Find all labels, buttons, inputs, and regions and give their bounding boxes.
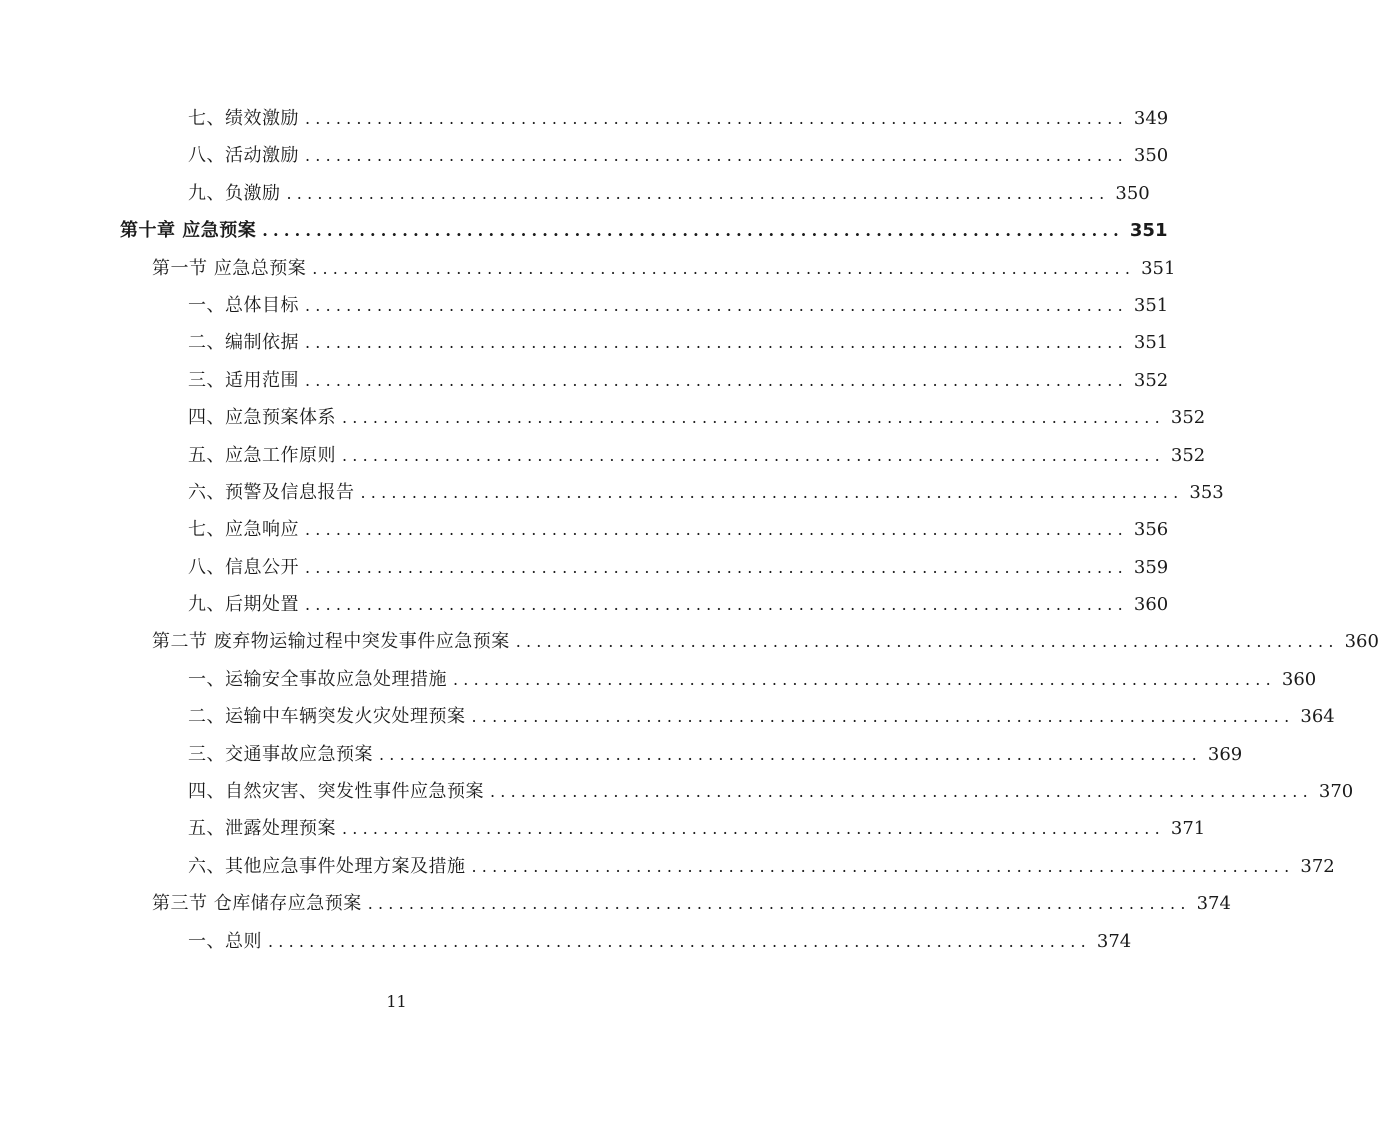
toc-entry[interactable] <box>0 586 1169 623</box>
toc-entry-title: 一、总则 <box>188 930 262 952</box>
page-number: 11 <box>386 992 407 1011</box>
toc-entry[interactable] <box>0 549 1169 586</box>
toc-entry[interactable] <box>0 100 1169 137</box>
toc-dot-leader: ................................................................................ <box>268 931 1091 951</box>
toc-entry[interactable] <box>0 474 1224 511</box>
toc-entry-title: 七、绩效激励 <box>188 108 299 129</box>
toc-entry-page: 372 <box>1300 855 1335 877</box>
toc-dot-leader: ................................................................................ <box>342 408 1165 428</box>
toc-dot-leader: ................................................................................ <box>342 819 1165 839</box>
toc-dot-leader: ................................................................................ <box>342 445 1165 465</box>
toc-entry-page: 349 <box>1133 108 1169 129</box>
toc-entry-title: 四、自然灾害、突发性事件应急预案 <box>188 781 484 803</box>
toc-entry[interactable] <box>0 623 1379 660</box>
toc-entry-title: 第二节 废弃物运输过程中突发事件应急预案 <box>152 631 510 653</box>
toc-entry-page: 351 <box>1141 257 1176 279</box>
toc-entry-page: 374 <box>1196 893 1231 915</box>
toc-entry-title: 五、应急工作原则 <box>188 444 336 466</box>
toc-entry[interactable] <box>0 250 1176 287</box>
toc-entry-page: 364 <box>1300 706 1335 728</box>
toc-dot-leader: ................................................................................ <box>367 894 1191 914</box>
toc-entry-title: 七、应急响应 <box>188 519 299 541</box>
toc-entry-page: 351 <box>1129 220 1168 242</box>
toc-entry-title: 八、信息公开 <box>188 556 299 578</box>
toc-entry-page: 350 <box>1115 182 1150 204</box>
toc-entry[interactable] <box>0 736 1243 773</box>
toc-dot-leader: ................................................................................ <box>471 707 1295 727</box>
toc-entry[interactable] <box>0 661 1317 698</box>
toc-entry-title: 五、泄露处理预案 <box>188 818 336 840</box>
toc-entry[interactable] <box>0 324 1169 361</box>
toc-entry-title: 三、适用范围 <box>188 369 299 391</box>
toc-dot-leader: ................................................................................ <box>305 595 1128 615</box>
toc-entry[interactable] <box>0 885 1231 922</box>
toc-dot-leader: ................................................................................ <box>305 370 1128 390</box>
toc-entry-page: 356 <box>1133 519 1169 541</box>
toc-entry-title: 一、总体目标 <box>188 294 299 316</box>
toc-entry[interactable] <box>0 511 1169 548</box>
toc-dot-leader: ................................................................................ <box>379 744 1202 764</box>
toc-dot-leader: ................................................................................ <box>305 333 1128 353</box>
toc-entry-title: 二、运输中车辆突发火灾处理预案 <box>188 706 466 728</box>
toc-dot-leader: ................................................................................ <box>453 669 1276 689</box>
toc-entry-page: 360 <box>1133 594 1169 616</box>
toc-dot-leader: ................................................................................ <box>305 557 1128 577</box>
toc-entry[interactable] <box>0 923 1132 960</box>
toc-entry-title: 八、活动激励 <box>188 145 299 167</box>
toc-entry[interactable] <box>0 773 1354 810</box>
toc-entry[interactable] <box>0 362 1169 399</box>
toc-entry[interactable] <box>0 437 1206 474</box>
toc-entry-page: 351 <box>1133 332 1169 354</box>
toc-entry-page: 353 <box>1189 481 1224 503</box>
toc-dot-leader: ................................................................................ <box>262 221 1124 241</box>
toc-entry-page: 370 <box>1318 781 1354 803</box>
toc-entry-page: 351 <box>1133 294 1169 316</box>
toc-dot-leader: ................................................................................ <box>305 109 1128 128</box>
toc-entry-title: 第十章 应急预案 <box>120 220 257 242</box>
toc-entry-page: 360 <box>1281 668 1317 690</box>
toc-entry-page: 369 <box>1207 743 1243 765</box>
toc-entry-page: 359 <box>1133 556 1169 578</box>
toc-dot-leader: ................................................................................ <box>305 295 1128 315</box>
toc-entry[interactable] <box>0 698 1335 735</box>
toc-entry-page: 352 <box>1133 369 1169 391</box>
toc-dot-leader: ................................................................................ <box>286 183 1110 203</box>
toc-entry-page: 371 <box>1170 818 1206 840</box>
toc-entry-title: 一、运输安全事故应急处理措施 <box>188 668 447 690</box>
toc-entry-title: 六、其他应急事件处理方案及措施 <box>188 855 466 877</box>
toc-entry[interactable] <box>0 137 1169 174</box>
toc-entry[interactable] <box>0 287 1169 324</box>
toc-entry-title: 六、预警及信息报告 <box>188 481 355 503</box>
toc-entry-title: 第一节 应急总预案 <box>152 257 307 279</box>
toc-entry-title: 第三节 仓库储存应急预案 <box>152 893 362 915</box>
toc-entry[interactable] <box>0 848 1335 885</box>
toc-entry-title: 九、后期处置 <box>188 594 299 616</box>
toc-dot-leader: ................................................................................ <box>305 520 1128 540</box>
toc-entry-page: 374 <box>1096 930 1132 952</box>
toc-entry-page: 360 <box>1344 631 1379 653</box>
toc-dot-leader: ................................................................................ <box>360 482 1184 502</box>
toc-dot-leader: ................................................................................ <box>490 782 1313 802</box>
toc-entry-title: 二、编制依据 <box>188 332 299 354</box>
table-of-contents <box>0 100 1379 960</box>
toc-entry[interactable] <box>0 212 1168 249</box>
toc-dot-leader: ................................................................................ <box>515 632 1339 652</box>
toc-entry[interactable] <box>0 399 1206 436</box>
toc-dot-leader: ................................................................................ <box>305 146 1128 166</box>
toc-entry-title: 三、交通事故应急预案 <box>188 743 373 765</box>
toc-dot-leader: ................................................................................ <box>312 258 1136 278</box>
toc-dot-leader: ................................................................................ <box>471 856 1295 876</box>
toc-entry-page: 350 <box>1133 145 1169 167</box>
toc-entry[interactable] <box>0 810 1206 847</box>
toc-entry-page: 352 <box>1170 407 1206 429</box>
toc-entry-title: 四、应急预案体系 <box>188 407 336 429</box>
toc-entry[interactable] <box>0 175 1150 212</box>
toc-entry-title: 九、负激励 <box>188 182 281 204</box>
toc-entry-page: 352 <box>1170 444 1206 466</box>
